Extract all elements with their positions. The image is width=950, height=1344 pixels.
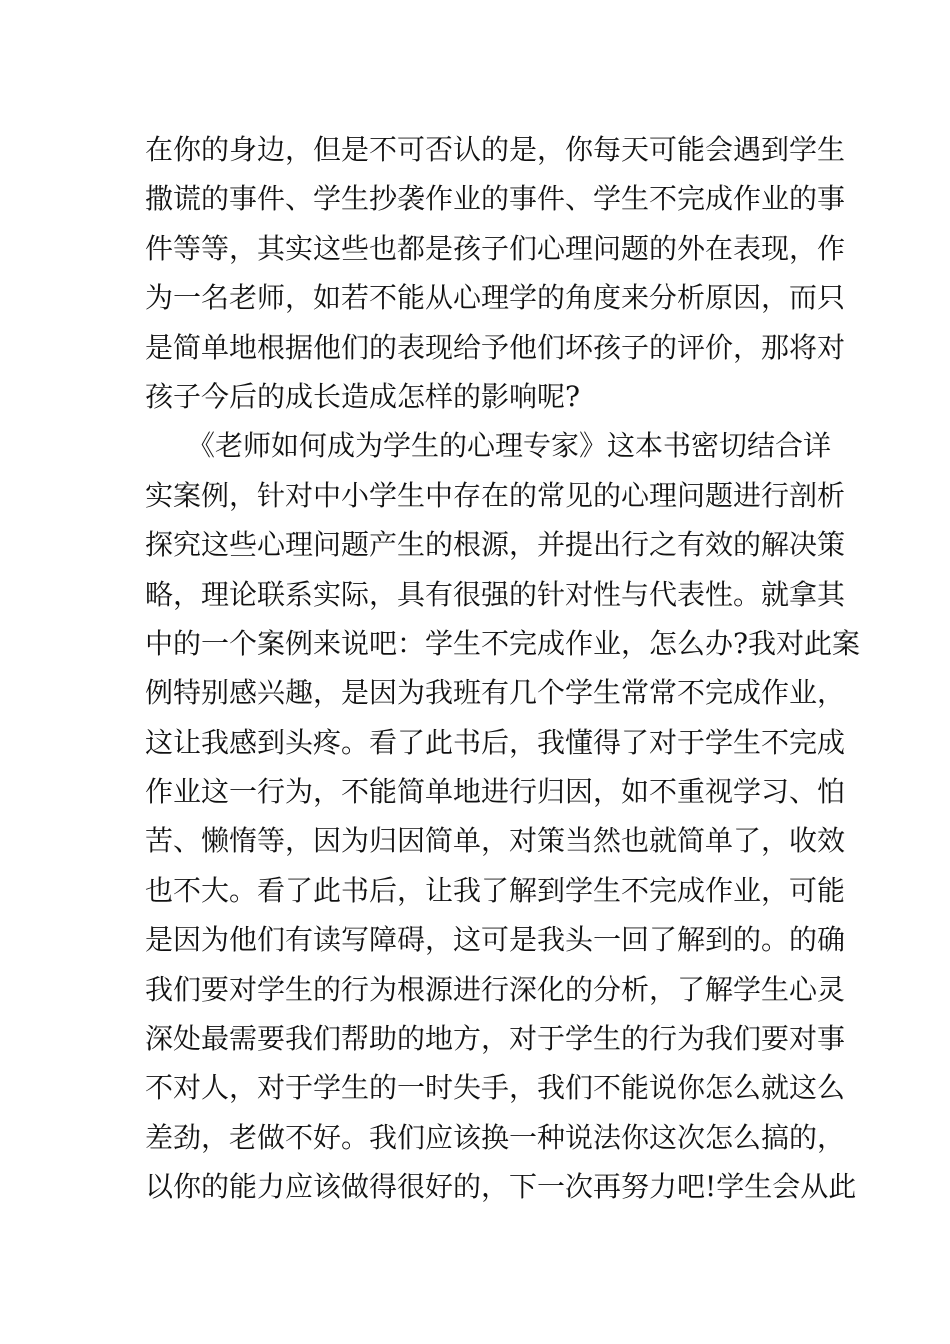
text-line: 孩子今后的成长造成怎样的影响呢? — [145, 379, 581, 413]
text-line: 作业这一行为，不能简单地进行归因，如不重视学习、怕 — [145, 775, 846, 809]
text-line: 在你的身边，但是不可否认的是，你每天可能会遇到学生 — [145, 133, 846, 166]
text-line: 《老师如何成为学生的心理专家》这本书密切结合详 — [145, 429, 832, 463]
text-line: 是简单地根据他们的表现给予他们坏孩子的评价，那将对 — [145, 330, 846, 364]
text-line: 件等等，其实这些也都是孩子们心理问题的外在表现，作 — [145, 231, 846, 265]
text-line: 撒谎的事件、学生抄袭作业的事件、学生不完成作业的事 — [145, 182, 846, 216]
text-line: 例特别感兴趣，是因为我班有几个学生常常不完成作业， — [145, 676, 846, 710]
text-line: 不对人，对于学生的一时失手，我们不能说你怎么就这么 — [145, 1071, 846, 1105]
text-line: 以你的能力应该做得很好的，下一次再努力吧!学生会从此 — [145, 1170, 857, 1204]
body-text — [145, 125, 861, 1212]
text-line: 探究这些心理问题产生的根源，并提出行之有效的解决策 — [145, 528, 846, 562]
text-line: 差劲，老做不好。我们应该换一种说法你这次怎么搞的， — [145, 1120, 846, 1154]
text-line: 为一名老师，如若不能从心理学的角度来分析原因，而只 — [145, 281, 846, 315]
text-line: 我们要对学生的行为根源进行深化的分析，了解学生心灵 — [145, 972, 846, 1006]
text-line: 也不大。看了此书后，让我了解到学生不完成作业，可能 — [145, 873, 846, 907]
text-line: 这让我感到头疼。看了此书后，我懂得了对于学生不完成 — [145, 725, 846, 759]
text-line: 实案例，针对中小学生中存在的常见的心理问题进行剖析 — [145, 478, 846, 512]
text-line: 苦、懒惰等，因为归因简单，对策当然也就简单了，收效 — [145, 824, 846, 858]
text-line: 中的一个案例来说吧：学生不完成作业，怎么办?我对此案 — [145, 626, 861, 660]
text-line: 略，理论联系实际，具有很强的针对性与代表性。就拿其 — [145, 577, 846, 611]
text-line: 深处最需要我们帮助的地方，对于学生的行为我们要对事 — [145, 1022, 846, 1056]
text-line: 是因为他们有读写障碍，这可是我头一回了解到的。的确 — [145, 923, 846, 957]
